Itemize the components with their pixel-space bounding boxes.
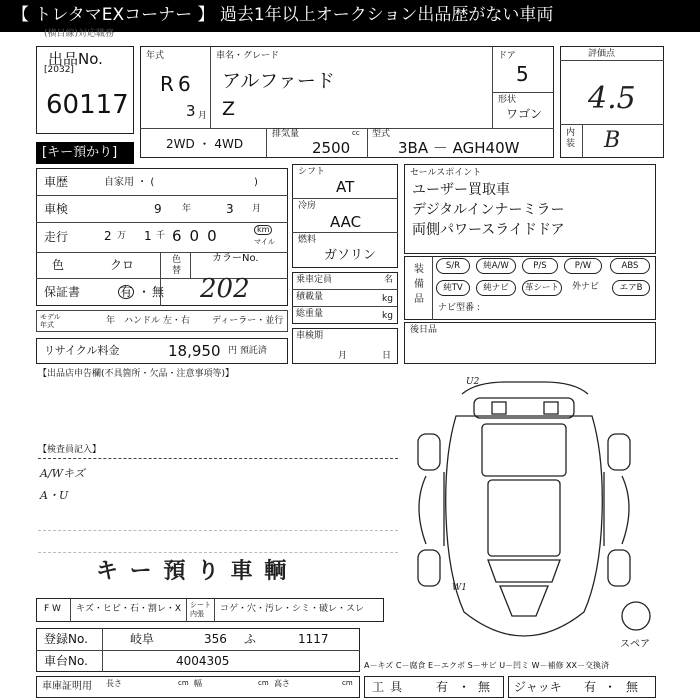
drive-value: 2WD ・ 4WD bbox=[166, 137, 244, 151]
inspection-year-unit: 年 bbox=[182, 204, 192, 214]
weight-unit: kg bbox=[382, 311, 393, 321]
recycle-value: 18,950 bbox=[168, 342, 221, 360]
interior-value: B bbox=[604, 128, 621, 153]
navi-model-label: ナビ型番 : bbox=[438, 303, 480, 313]
inspector-note-2: A・U bbox=[40, 489, 69, 502]
jack-sep: ・ bbox=[604, 680, 617, 694]
color-change-label: 色替 bbox=[172, 255, 182, 276]
month-unit: 月 bbox=[198, 111, 208, 121]
seat-label: シート内張 bbox=[190, 601, 211, 618]
seats-unit: 名 bbox=[384, 275, 394, 285]
interior-label: 内装 bbox=[566, 128, 576, 149]
diagram-mark-w1: W1 bbox=[452, 583, 467, 593]
dim-width: 幅 bbox=[194, 679, 202, 688]
equip-ps: P/S bbox=[522, 258, 558, 274]
equip-sr: S/R bbox=[436, 258, 470, 274]
equip-ext-navi: 外ナビ bbox=[572, 282, 600, 292]
model-label: 型式 bbox=[372, 129, 391, 139]
weight-label: 総重量 bbox=[296, 309, 324, 319]
history-value: 自家用 ・ ( bbox=[104, 177, 155, 188]
spare-label: スペア bbox=[620, 639, 650, 650]
fw-items: キズ・ヒビ・石・割レ・X bbox=[76, 604, 181, 614]
jack-label: ジャッキ bbox=[514, 680, 562, 694]
key-badge-text: [キー預かり] bbox=[42, 145, 118, 160]
seat-items: コゲ・穴・汚レ・シミ・破レ・スレ bbox=[220, 604, 365, 614]
reg-kana: ふ bbox=[244, 632, 257, 646]
inspection-month: 3 bbox=[226, 202, 234, 216]
ac-value: AAC bbox=[330, 213, 362, 231]
inspector-label: 【検査員記入】 bbox=[38, 445, 102, 455]
color-label: 色 bbox=[52, 258, 65, 272]
misc-label: 後日品 bbox=[410, 325, 438, 335]
fuel-value: ガソリン bbox=[324, 248, 377, 263]
era: R bbox=[160, 72, 174, 96]
equip-aw: 純A/W bbox=[476, 258, 516, 274]
sales-line-1: ユーザー買取車 bbox=[412, 182, 510, 198]
load-label: 積載量 bbox=[296, 292, 324, 302]
model-value: 3BA － AGH40W bbox=[398, 139, 520, 157]
reg-label: 登録No. bbox=[44, 632, 88, 646]
recycle-label: リサイクル料金 bbox=[44, 344, 120, 357]
tools-yes: 有 bbox=[436, 680, 449, 694]
inspection-label: 車検 bbox=[44, 202, 69, 216]
fuel-label: 燃料 bbox=[298, 235, 317, 245]
jack-no: 無 bbox=[626, 680, 639, 694]
inspector-note-1: A/Wキズ bbox=[40, 467, 85, 480]
color-code-label: カラーNo. bbox=[212, 253, 259, 264]
sales-label: セールスポイント bbox=[410, 168, 482, 178]
jack-yes: 有 bbox=[584, 680, 597, 694]
shape-label: 形状 bbox=[498, 95, 517, 105]
displacement-unit: cc bbox=[352, 129, 360, 137]
ac-label: 冷房 bbox=[298, 201, 317, 211]
dim-unit-3: cm bbox=[342, 679, 353, 687]
handle-value: ハンドル 左・右 bbox=[124, 316, 190, 326]
diagram-mark-u2: U2 bbox=[466, 377, 480, 387]
dim-unit-2: cm bbox=[258, 679, 269, 687]
mileage-man-unit: 万 bbox=[117, 231, 127, 241]
equip-airbag: エアB bbox=[612, 280, 650, 296]
banner-text: 【 トレタマEXコーナー 】 過去1年以上オークション出品歴がない車両 bbox=[12, 5, 554, 25]
stamp-text: (横目線)対応職務 bbox=[44, 29, 115, 39]
color-code: 202 bbox=[200, 274, 250, 304]
fw-label: F W bbox=[44, 604, 61, 614]
lot-label: 出品No. bbox=[48, 50, 103, 68]
key-note: キ ー 預 り 車 輌 bbox=[96, 558, 289, 584]
reg-number: 1117 bbox=[298, 632, 329, 646]
doors-label: ドア bbox=[498, 51, 516, 61]
mileage-label: 走行 bbox=[44, 230, 69, 244]
name-label: 車名・グレード bbox=[216, 51, 280, 61]
chassis-value: 4004305 bbox=[176, 654, 230, 668]
reg-date-month: 月 bbox=[338, 351, 348, 361]
mileage-rest: 600 bbox=[172, 227, 225, 245]
score-label: 評価点 bbox=[588, 49, 616, 59]
recycle-unit: 円 預託済 bbox=[228, 346, 267, 356]
displacement-label: 排気量 bbox=[272, 129, 300, 139]
cert-label: 車庫証明用 bbox=[42, 681, 92, 692]
dim-length: 長さ bbox=[106, 679, 122, 688]
mileage-sen: 1 bbox=[144, 229, 152, 243]
month-value: 3 bbox=[186, 102, 196, 120]
dim-height: 高さ bbox=[274, 679, 290, 688]
banner bbox=[0, 0, 700, 32]
mileage-unit-mile: マイル bbox=[254, 238, 275, 246]
warranty-label: 保証書 bbox=[44, 285, 81, 299]
reg-office: 岐阜 bbox=[130, 632, 155, 646]
shift-label: シフト bbox=[298, 167, 326, 177]
doors-value: 5 bbox=[516, 62, 529, 86]
seats-label: 乗車定員 bbox=[296, 275, 333, 285]
tools-sep: ・ bbox=[458, 680, 471, 694]
model-year-unit: 年 bbox=[106, 316, 116, 326]
load-unit: kg bbox=[382, 294, 393, 304]
displacement-value: 2500 bbox=[312, 139, 351, 157]
car-diagram bbox=[404, 376, 676, 650]
reg-date-day: 日 bbox=[382, 351, 392, 361]
reg-date-label: 車検期 bbox=[296, 331, 324, 341]
mileage-sen-unit: 千 bbox=[156, 231, 166, 241]
year-label: 年式 bbox=[146, 51, 165, 61]
history-label: 車歴 bbox=[44, 175, 69, 189]
shape-value: ワゴン bbox=[506, 107, 543, 121]
vehicle-grade: Z bbox=[222, 98, 236, 120]
mileage-man: 2 bbox=[104, 229, 112, 243]
warranty-sep: ・ bbox=[138, 285, 151, 299]
warranty-no: 無 bbox=[152, 285, 165, 299]
score-value: 4.5 bbox=[588, 81, 636, 116]
inspection-year: 9 bbox=[154, 202, 162, 216]
misc-box bbox=[404, 322, 656, 364]
year-value: 6 bbox=[178, 72, 191, 96]
inspection-month-unit: 月 bbox=[252, 204, 262, 214]
color-value: クロ bbox=[110, 258, 135, 272]
lot-small: [2032] bbox=[44, 65, 74, 75]
chassis-label: 車台No. bbox=[44, 654, 88, 668]
dim-unit-1: cm bbox=[178, 679, 189, 687]
tools-no: 無 bbox=[478, 680, 491, 694]
mileage-unit-km: km bbox=[254, 225, 272, 235]
equip-abs: ABS bbox=[610, 258, 650, 274]
equip-tv: 純TV bbox=[436, 280, 470, 296]
reg-class: 356 bbox=[204, 632, 227, 646]
equipment-label: 装備品 bbox=[414, 264, 424, 305]
lot-number: 60117 bbox=[46, 90, 129, 120]
model-year-label: モデル年式 bbox=[40, 313, 61, 329]
equip-pw: P/W bbox=[564, 258, 602, 274]
tools-label: 工具 bbox=[372, 680, 409, 694]
warranty-yes: 有 bbox=[120, 285, 133, 299]
declaration-label: 【出品店申告欄(不具箇所・欠品・注意事項等)】 bbox=[38, 369, 235, 379]
sales-line-2: デジタルインナーミラー bbox=[412, 202, 565, 218]
shift-value: AT bbox=[336, 178, 355, 196]
history-close: ) bbox=[254, 177, 258, 188]
key-badge bbox=[36, 142, 134, 164]
equip-navi: 純ナビ bbox=[476, 280, 516, 296]
sales-line-3: 両側パワースライドドア bbox=[412, 222, 565, 238]
vehicle-name: アルファード bbox=[222, 70, 335, 92]
damage-legend: A－キズ C－腐食 E－エクボ S－サビ U－凹ミ W－補修 XX－交換済 bbox=[364, 661, 610, 670]
dealer-value: ディーラー・並行 bbox=[212, 316, 284, 326]
equip-leather: 革シート bbox=[522, 280, 562, 296]
